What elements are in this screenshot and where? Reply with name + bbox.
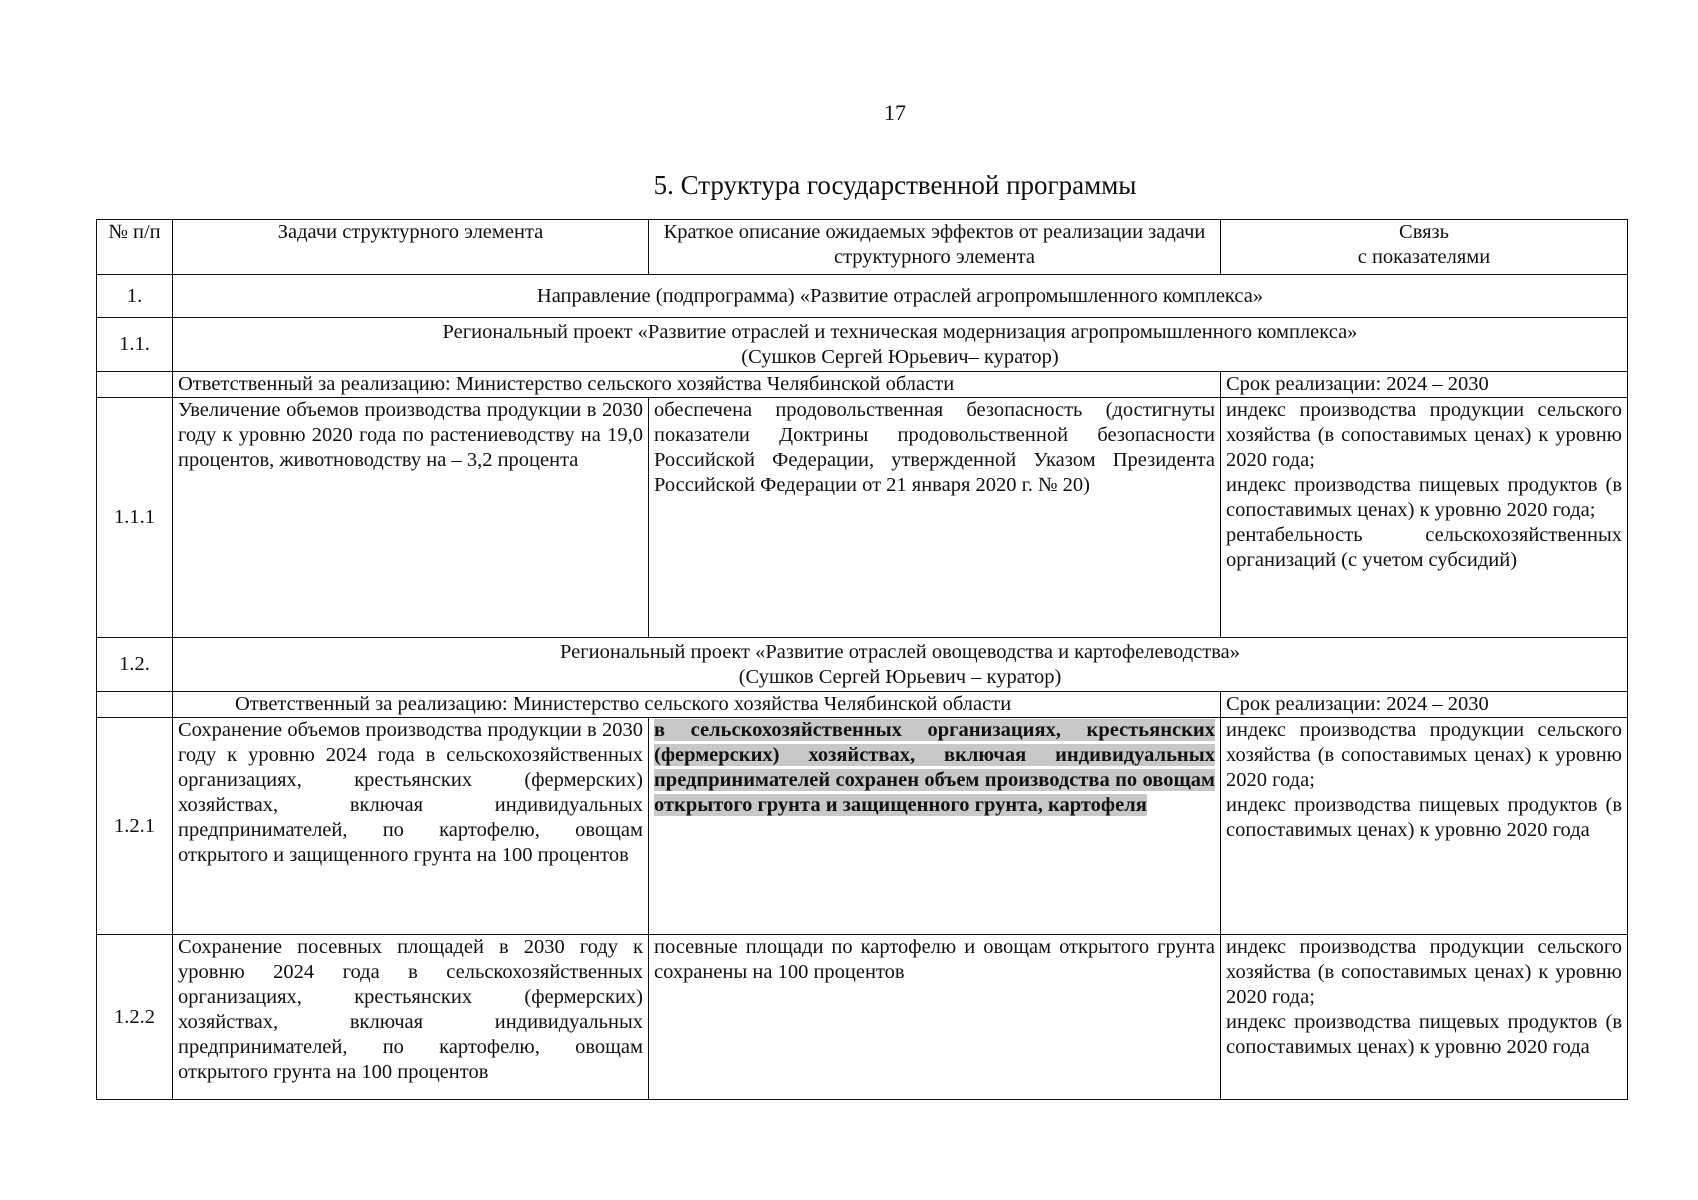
header-link bbox=[1221, 220, 1628, 275]
responsible-cell: Ответственный за реализацию: Министерство сельского хозяйства Челябинской области bbox=[173, 372, 1221, 398]
table-row bbox=[97, 318, 1628, 372]
empty-cell bbox=[97, 692, 173, 718]
effect-cell: посевные площади по картофелю и овощам открытого грунта сохранены на 100 процентов bbox=[649, 935, 1221, 1100]
indicator: рентабельность сельскохозяйственных организаций (с учетом субсидий) bbox=[1226, 524, 1622, 571]
task-cell: Сохранение объемов производства продукции в 2030 году к уровню 2024 года в сельскохозяйственных организациях, крестьянских (фермерских) хозяйствах, включая индивидуальных предпринимателей, по картофелю, овощам открытого и защищенного грунта на 100 процентов bbox=[173, 718, 649, 935]
row-number: 1.2.2 bbox=[97, 935, 173, 1100]
indicators-cell bbox=[1221, 935, 1628, 1100]
table-row bbox=[97, 398, 1628, 638]
row-number: 1. bbox=[97, 275, 173, 318]
term-cell: Срок реализации: 2024 – 2030 bbox=[1221, 692, 1628, 718]
header-tasks: Задачи структурного элемента bbox=[173, 220, 649, 275]
row-number: 1.2.1 bbox=[97, 718, 173, 935]
table-row bbox=[97, 372, 1628, 398]
row-number: 1.1.1 bbox=[97, 398, 173, 638]
table-row bbox=[97, 718, 1628, 935]
table-row bbox=[97, 692, 1628, 718]
document-title: 5. Структура государственной программы bbox=[653, 170, 1137, 200]
term-cell: Срок реализации: 2024 – 2030 bbox=[1221, 372, 1628, 398]
indicators-cell bbox=[1221, 398, 1628, 638]
table-row bbox=[97, 935, 1628, 1100]
effect-cell bbox=[649, 718, 1221, 935]
project-title bbox=[173, 318, 1628, 372]
project-curator: (Сушков Сергей Юрьевич – куратор) bbox=[738, 665, 1062, 688]
row-number: 1.1. bbox=[97, 318, 173, 372]
indicators-cell bbox=[1221, 718, 1628, 935]
header-link-line-1: Связь bbox=[1399, 221, 1449, 243]
effect-cell: обеспечена продовольственная безопасность (достигнуты показатели Доктрины продовольственной безопасности Российской Федерации, утвержденной Указом Президента Российской Федерации от 21 января 2020 г. № 20) bbox=[649, 398, 1221, 638]
program-structure-table bbox=[96, 219, 1628, 1100]
indicator: индекс производства продукции сельского хозяйства (в сопоставимых ценах) к уровню 2020 года; bbox=[1226, 936, 1622, 1008]
project-title bbox=[173, 638, 1628, 692]
header-link-line-2: с показателями bbox=[1357, 246, 1491, 268]
project-title-line: Региональный проект «Развитие отраслей и техническая модернизация агропромышленного комплекса» bbox=[442, 320, 1358, 343]
project-curator: (Сушков Сергей Юрьевич– куратор) bbox=[741, 345, 1059, 368]
table-row bbox=[97, 638, 1628, 692]
direction-title: Направление (подпрограмма) «Развитие отраслей агропромышленного комплекса» bbox=[173, 275, 1628, 318]
table-header-row bbox=[97, 220, 1628, 275]
header-effects: Краткое описание ожидаемых эффектов от реализации задачи структурного элемента bbox=[649, 220, 1221, 275]
indicator: индекс производства пищевых продуктов (в сопоставимых ценах) к уровню 2020 года bbox=[1226, 1011, 1622, 1058]
row-number: 1.2. bbox=[97, 638, 173, 692]
indicator: индекс производства пищевых продуктов (в сопоставимых ценах) к уровню 2020 года; bbox=[1226, 474, 1622, 521]
project-title-line: Региональный проект «Развитие отраслей овощеводства и картофелеводства» bbox=[560, 640, 1240, 663]
page-number: 17 bbox=[884, 100, 906, 125]
table-row bbox=[97, 275, 1628, 318]
indicator: индекс производства продукции сельского хозяйства (в сопоставимых ценах) к уровню 2020 года; bbox=[1226, 399, 1622, 471]
task-cell: Увеличение объемов производства продукции в 2030 году к уровню 2020 года по растениеводству на 19,0 процентов, животноводству на – 3,2 процента bbox=[173, 398, 649, 638]
indicator: индекс производства продукции сельского хозяйства (в сопоставимых ценах) к уровню 2020 года; bbox=[1226, 719, 1622, 791]
header-num: № п/п bbox=[97, 220, 173, 275]
responsible-cell: Ответственный за реализацию: Министерство сельского хозяйства Челябинской области bbox=[173, 692, 1221, 718]
highlighted-effect: в сельскохозяйственных организациях, крестьянских (фермерских) хозяйствах, включая индивидуальных предпринимателей сохранен объем производства по овощам открытого грунта и защищенного грунта, картофеля bbox=[654, 719, 1215, 816]
empty-cell bbox=[97, 372, 173, 398]
task-cell: Сохранение посевных площадей в 2030 году к уровню 2024 года в сельскохозяйственных организациях, крестьянских (фермерских) хозяйствах, включая индивидуальных предпринимателей, по картофелю, овощам открытого грунта на 100 процентов bbox=[173, 935, 649, 1100]
indicator: индекс производства пищевых продуктов (в сопоставимых ценах) к уровню 2020 года bbox=[1226, 794, 1622, 841]
